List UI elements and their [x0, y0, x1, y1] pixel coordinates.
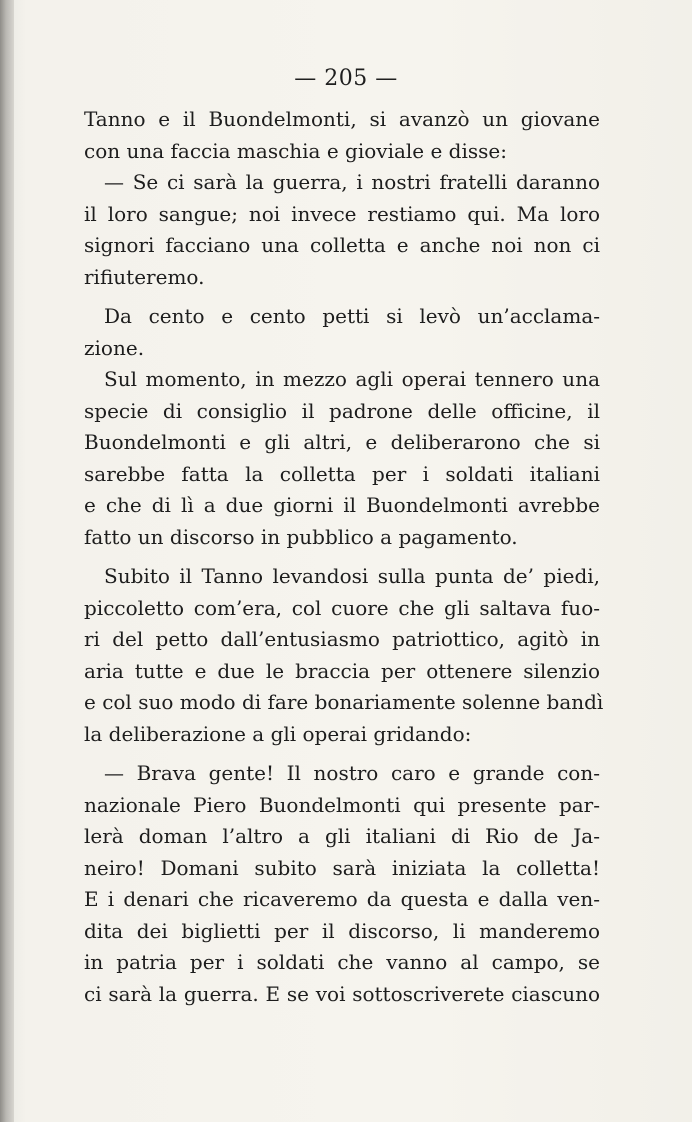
text-line: neiro! Domani subito sarà iniziata la colletta!: [84, 855, 600, 880]
text-line: nazionale Piero Buondelmonti qui presente par-: [84, 792, 600, 817]
text-line: sarebbe fatta la colletta per i soldati italiani: [84, 461, 600, 486]
text-line: dita dei biglietti per il discorso, li manderemo: [84, 918, 600, 943]
text-line: — Brava gente! Il nostro caro e grande con-: [104, 761, 600, 785]
text-line: piccoletto com’era, col cuore che gli saltava fuo-: [84, 595, 600, 620]
text-line: specie di consiglio il padrone delle officine, il: [84, 398, 600, 423]
page-number: — 205 —: [294, 66, 398, 91]
text-line: e che di lì a due giorni il Buondelmonti avrebbe: [84, 493, 600, 517]
text-line: Da cento e cento petti si levò un’acclama-: [104, 304, 600, 328]
text-line: signori facciano una colletta e anche noi non ci: [84, 233, 600, 257]
text-line: rifiuteremo.: [84, 264, 205, 289]
text-line: con una faccia maschia e gioviale e disse:: [84, 138, 507, 163]
text-line: fatto un discorso in pubblico a pagamento.: [84, 524, 518, 549]
text-line: e col suo modo di fare bonariamente solenne bandì: [84, 690, 604, 714]
text-line: Tanno e il Buondelmonti, si avanzò un giovane: [84, 107, 600, 131]
page-binding-edge: [0, 0, 14, 1122]
text-line: E i denari che ricaveremo da questa e dalla ven-: [84, 887, 600, 911]
text-line: la deliberazione a gli operai gridando:: [84, 721, 472, 746]
text-line: lerà doman l’altro a gli italiani di Rio de Ja-: [84, 824, 600, 848]
text-line: aria tutte e due le braccia per ottenere silenzio: [84, 658, 600, 683]
text-line: ci sarà la guerra. E se voi sottoscriverete ciascuno: [84, 981, 600, 1006]
text-line: zione.: [84, 335, 145, 360]
text-line: ri del petto dall’entusiasmo patriottico, agitò in: [84, 627, 600, 651]
text-line: Buondelmonti e gli altri, e deliberarono che si: [84, 430, 600, 454]
text-line: in patria per i soldati che vanno al campo, se: [84, 950, 600, 974]
text-line: il loro sangue; noi invece restiamo qui. Ma loro: [84, 201, 600, 226]
text-line: Subito il Tanno levandosi sulla punta de’ piedi,: [104, 564, 600, 588]
body-text: [84, 104, 604, 1010]
text-line: — Se ci sarà la guerra, i nostri fratelli daranno: [104, 170, 600, 194]
text-line: Sul momento, in mezzo agli operai tennero una: [104, 367, 600, 391]
